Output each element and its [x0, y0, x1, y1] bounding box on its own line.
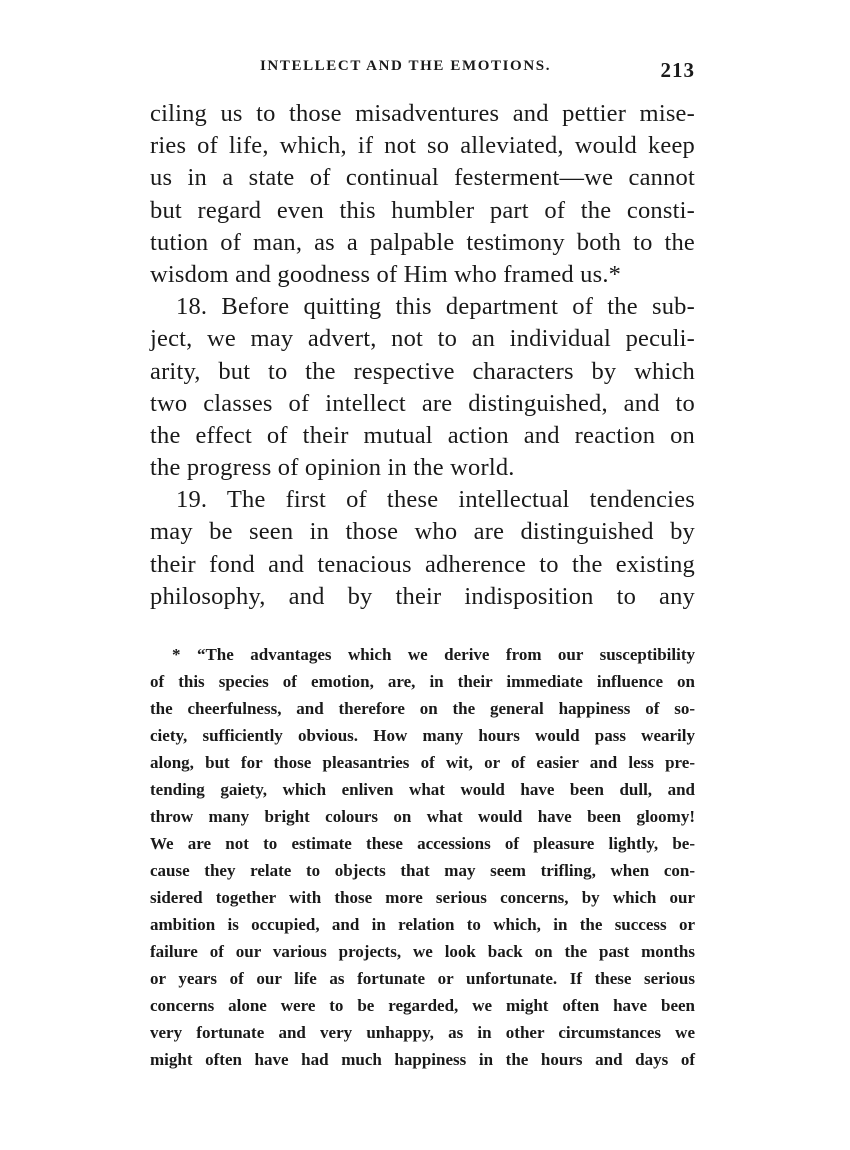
body-line: ciling us to those misadventures and pettier mise-: [150, 100, 695, 127]
footnote-line: along, but for those pleasantries of wit, or of easier and less pre-: [150, 753, 695, 772]
footnote-line: tending gaiety, which enliven what would have been dull, and: [150, 780, 695, 799]
footnote-line: might often have had much happiness in the hours and days of: [150, 1050, 695, 1069]
footnote-line: throw many bright colours on what would have been gloomy!: [150, 807, 695, 826]
footnote-line: cause they relate to objects that may seem trifling, when con-: [150, 861, 695, 880]
body-line: wisdom and goodness of Him who framed us.*: [150, 260, 622, 288]
footnote-line: ambition is occupied, and in relation to which, in the success or: [150, 915, 695, 934]
footnote-line: failure of our various projects, we look back on the past months: [150, 942, 695, 961]
running-head: [150, 58, 695, 92]
body-line: may be seen in those who are distinguished by: [150, 518, 695, 546]
body-line: the effect of their mutual action and reaction on: [150, 421, 695, 449]
body-line: the progress of opinion in the world.: [150, 454, 515, 482]
body-line: philosophy, and by their indisposition to any: [150, 582, 695, 610]
body-line: tution of man, as a palpable testimony both to the: [150, 228, 695, 256]
body-line: two classes of intellect are distinguished, and to: [150, 389, 695, 417]
footnote-line: concerns alone were to be regarded, we might often have been: [150, 996, 695, 1015]
body-line: arity, but to the respective characters by which: [150, 357, 695, 385]
footnote-line: * “The advantages which we derive from our susceptibility: [172, 645, 695, 664]
footnote-line: the cheerfulness, and therefore on the general happiness of so-: [150, 699, 695, 718]
page-number: 213: [660, 58, 695, 82]
body-line: us in a state of continual festerment—we cannot: [150, 164, 695, 192]
footnote: [150, 641, 695, 1073]
body-line: ries of life, which, if not so alleviated, would keep: [150, 132, 695, 160]
body-text: [150, 98, 695, 613]
footnote-line: We are not to estimate these accessions of pleasure lightly, be-: [150, 834, 695, 853]
body-line: their fond and tenacious adherence to the existing: [150, 550, 695, 578]
paragraph-18-start: 18. Before quitting this department of the sub-: [176, 293, 695, 321]
paragraph-19-start: 19. The first of these intellectual tendencies: [176, 486, 695, 514]
footnote-line: sidered together with those more serious concerns, by which our: [150, 888, 695, 907]
body-line: ject, we may advert, not to an individual peculi-: [150, 325, 695, 353]
book-page: [150, 58, 695, 1073]
footnote-line: very fortunate and very unhappy, as in other circumstances we: [150, 1023, 695, 1042]
body-line: but regard even this humbler part of the consti-: [150, 196, 695, 224]
running-title: INTELLECT AND THE EMOTIONS.: [260, 58, 552, 74]
footnote-line: or years of our life as fortunate or unfortunate. If these serious: [150, 969, 695, 988]
footnote-line: ciety, sufficiently obvious. How many hours would pass wearily: [150, 726, 695, 745]
footnote-line: of this species of emotion, are, in their immediate influence on: [150, 672, 695, 691]
